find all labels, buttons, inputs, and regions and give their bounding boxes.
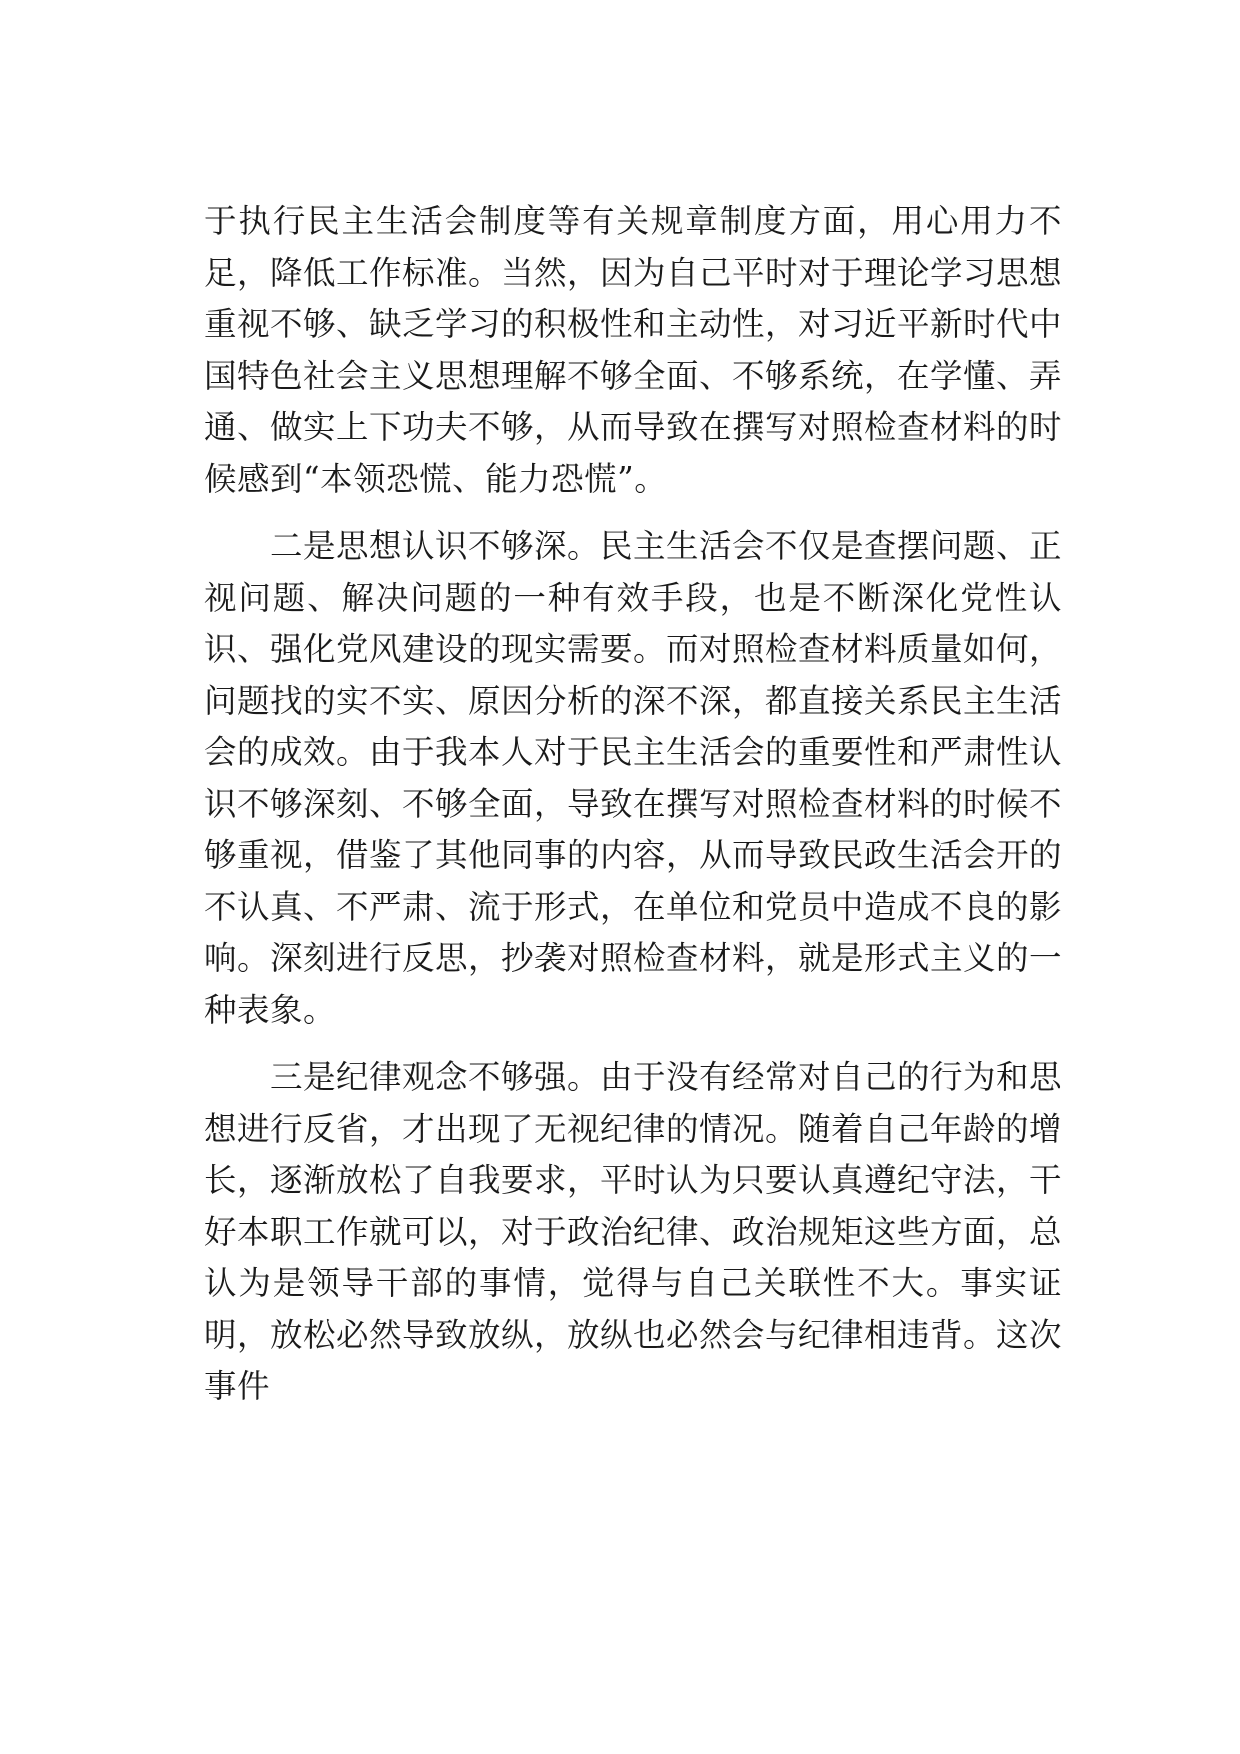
document-body: [204, 196, 1062, 1429]
paragraph-continuation: 于执行民主生活会制度等有关规章制度方面，用心用力不足，降低工作标准。当然，因为自己平时对于理论学习思想重视不够、缺乏学习的积极性和主动性，对习近平新时代中国特色社会主义思想理解不够全面、不够系统，在学懂、弄通、做实上下功夫不够，从而导致在撰写对照检查材料的时候感到“本领恐慌、能力恐慌”。: [204, 202, 1063, 498]
paragraph-thought-awareness: 二是思想认识不够深。民主生活会不仅是查摆问题、正视问题、解决问题的一种有效手段，也是不断深化党性认识、强化党风建设的现实需要。而对照检查材料质量如何，问题找的实不实、原因分析的深不深，都直接关系民主生活会的成效。由于我本人对于民主生活会的重要性和严肃性认识不够深刻、不够全面，导致在撰写对照检查材料的时候不够重视，借鉴了其他同事的内容，从而导致民政生活会开的不认真、不严肃、流于形式，在单位和党员中造成不良的影响。深刻进行反思，抄袭对照检查材料，就是形式主义的一种表象。: [204, 527, 1063, 1029]
paragraph-discipline: 三是纪律观念不够强。由于没有经常对自己的行为和思想进行反省，才出现了无视纪律的情况。随着自己年龄的增长，逐渐放松了自我要求，平时认为只要认真遵纪守法，干好本职工作就可以，对于政治纪律、政治规矩这些方面，总认为是领导干部的事情，觉得与自己关联性不大。事实证明，放松必然导致放纵，放纵也必然会与纪律相违背。这次事件: [204, 1058, 1063, 1405]
